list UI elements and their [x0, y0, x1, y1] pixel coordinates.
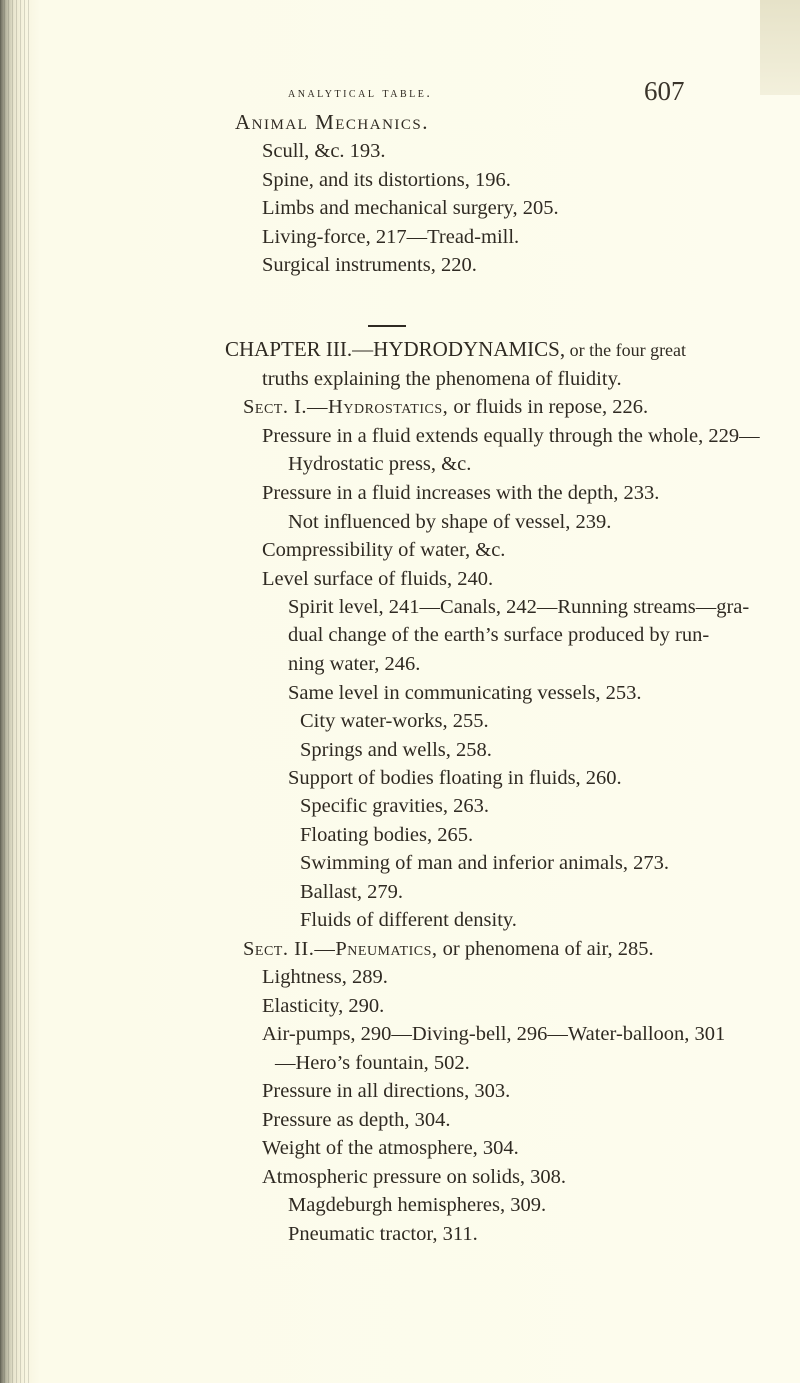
entry: Spine, and its distortions, 196.: [262, 169, 511, 191]
entry: Floating bodies, 265.: [300, 824, 474, 846]
sect-rest: or phenomena of air, 285.: [437, 938, 654, 960]
entry: Same level in communicating vessels, 253.: [288, 682, 642, 704]
sect-2-heading: [243, 939, 654, 960]
entry: Surgical instruments, 220.: [262, 254, 477, 276]
entry: Air-pumps, 290—Diving-bell, 296—Water-balloon, 301: [262, 1023, 726, 1045]
entry: ning water, 246.: [288, 653, 421, 675]
entry: Elasticity, 290.: [262, 995, 385, 1017]
sect-label: Sect. I.: [243, 396, 308, 418]
running-title: analytical table.: [288, 86, 433, 101]
entry: Pressure in all directions, 303.: [262, 1080, 511, 1102]
sect-1-heading: [243, 397, 648, 418]
chapter-heading: [225, 339, 686, 360]
entry: dual change of the earth’s surface produced by run-: [288, 624, 710, 646]
book-binding-edge: [0, 0, 30, 1383]
entry: Weight of the atmosphere, 304.: [262, 1137, 519, 1159]
section-divider: [368, 325, 406, 327]
entry: Pressure in a fluid extends equally through the whole, 229—: [262, 425, 760, 447]
entry: Not influenced by shape of vessel, 239.: [288, 511, 612, 533]
entry: Pressure in a fluid increases with the depth, 233.: [262, 482, 660, 504]
section-title-animal-mechanics: Animal Mechanics.: [235, 110, 430, 134]
entry: Specific gravities, 263.: [300, 795, 490, 817]
entry: Magdeburgh hemispheres, 309.: [288, 1194, 547, 1216]
chapter-heading-cont: truths explaining the phenomena of fluidity.: [262, 368, 622, 390]
page-corner: [760, 0, 800, 95]
entry: Hydrostatic press, &c.: [288, 453, 472, 475]
entry: Atmospheric pressure on solids, 308.: [262, 1166, 567, 1188]
entry: Swimming of man and inferior animals, 273.: [300, 852, 669, 874]
entry: Compressibility of water, &c.: [262, 539, 506, 561]
entry: Pneumatic tractor, 311.: [288, 1223, 478, 1245]
entry: City water-works, 255.: [300, 710, 489, 732]
entry: Support of bodies floating in fluids, 260.: [288, 767, 622, 789]
entry: Fluids of different density.: [300, 909, 517, 931]
page-number: 607: [644, 76, 685, 106]
sect-title: —Pneumatics,: [314, 938, 438, 960]
entry: Limbs and mechanical surgery, 205.: [262, 197, 559, 219]
entry: Living-force, 217—Tread-mill.: [262, 226, 520, 248]
sect-rest: or fluids in repose, 226.: [448, 396, 649, 418]
entry: —Hero’s fountain, 502.: [275, 1052, 470, 1074]
entry: Spirit level, 241—Canals, 242—Running streams—gra-: [288, 596, 750, 618]
entry: Springs and wells, 258.: [300, 739, 492, 761]
chapter-heading-rest: or the four great: [565, 340, 687, 360]
chapter-heading-main: CHAPTER III.—HYDRODYNAMICS,: [225, 337, 566, 361]
entry: Ballast, 279.: [300, 881, 404, 903]
sect-title: —Hydrostatics,: [307, 396, 449, 418]
entry: Level surface of fluids, 240.: [262, 568, 494, 590]
entry: Scull, &c. 193.: [262, 140, 386, 162]
sect-label: Sect. II.: [243, 938, 315, 960]
entry: Lightness, 289.: [262, 966, 388, 988]
entry: Pressure as depth, 304.: [262, 1109, 451, 1131]
